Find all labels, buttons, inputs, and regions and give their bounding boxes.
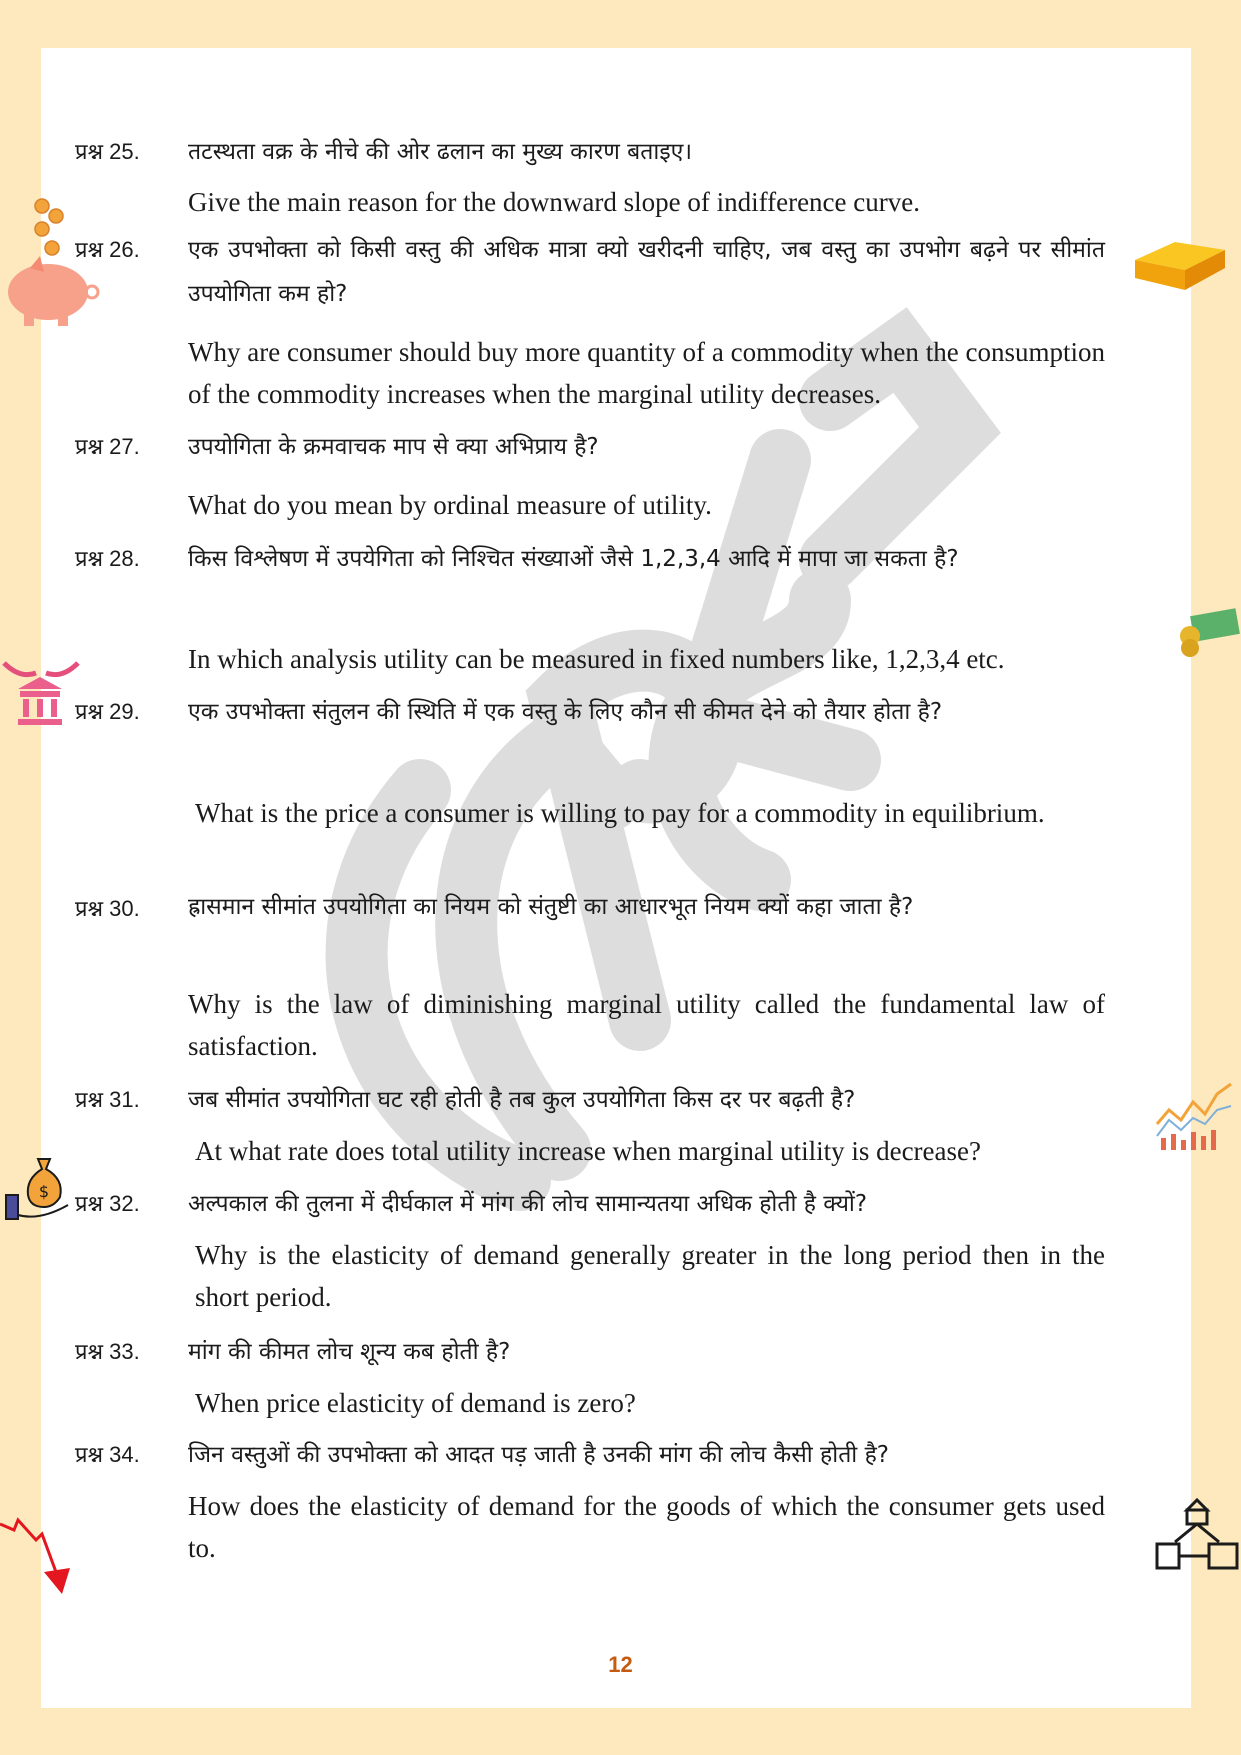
question-english: When price elasticity of demand is zero? [195,1388,636,1418]
question-number: प्रश्न 31. [75,1087,140,1112]
question-number: प्रश्न 25. [75,139,140,164]
question-hindi: किस विश्लेषण में उपयेगिता को निश्चित संख्याओं जैसे 1,2,3,4 आदि में मापा जा सकता है? [188,546,959,572]
money-bag-hand-icon [4,1155,74,1223]
question-number: प्रश्न 30. [75,896,140,921]
gold-bars-icon [1135,232,1241,292]
question-hindi: अल्पकाल की तुलना में दीर्घकाल में मांग की लोच सामान्यतया अधिक होती है क्यों? [188,1191,868,1217]
question-number: प्रश्न 26. [75,237,140,262]
question-number: प्रश्न 32. [75,1191,140,1216]
question-hindi: एक उपभोक्ता को किसी वस्तु की अधिक मात्रा क्यो खरीदनी चाहिए, जब वस्तु का उपभोग बढ़ने पर सीमांत उपयोगिता कम हो? [188,237,1105,307]
growth-chart-icon [1155,1080,1233,1152]
question-english: What do you mean by ordinal measure of utility. [188,490,712,520]
question-english: At what rate does total utility increase when marginal utility is decrease? [195,1136,981,1166]
page-number: 12 [608,1652,633,1677]
falling-arrow-icon [0,1510,76,1596]
watermark-text: CGBSE [0,0,4,1]
question-hindi: जिन वस्तुओं की उपभोक्ता को आदत पड़ जाती है उनकी मांग की लोच कैसी होती है? [188,1442,889,1468]
question-english: In which analysis utility can be measured in fixed numbers like, 1,2,3,4 etc. [188,644,1005,674]
question-hindi: ह्रासमान सीमांत उपयोगिता का नियम को संतुष्टी का आधारभूत नियम क्यों कहा जाता है? [188,894,914,920]
question-hindi: तटस्थता वक्र के नीचे की ओर ढलान का मुख्य कारण बताइए। [188,139,693,165]
question-hindi: एक उपभोक्ता संतुलन की स्थिति में एक वस्तु के लिए कौन सी कीमत देने को तैयार होता है? [188,699,943,725]
question-hindi: उपयोगिता के क्रमवाचक माप से क्या अभिप्राय है? [188,434,599,460]
question-english: Why is the law of diminishing marginal utility called the fundamental law of satisfaction. [188,989,1105,1061]
question-hindi: जब सीमांत उपयोगिता घट रही होती है तब कुल उपयोगिता किस दर पर बढ़ती है? [188,1087,856,1113]
cash-stack-icon [1178,604,1241,658]
question-hindi: मांग की कीमत लोच शून्य कब होती है? [188,1339,511,1365]
question-english: Why are consumer should buy more quantity of a commodity when the consumption of the commodity increases when the marginal utility decreases. [188,337,1105,409]
question-english: Give the main reason for the downward slope of indifference curve. [188,187,920,217]
question-number: प्रश्न 28. [75,546,140,571]
question-english: Why is the elasticity of demand generally greater in the long period then in the short period. [195,1240,1105,1312]
market-network-icon [1155,1496,1241,1572]
question-number: प्रश्न 29. [75,699,140,724]
svg-text:$: $ [38,1182,50,1201]
question-number: प्रश्न 27. [75,434,140,459]
question-number: प्रश्न 34. [75,1442,140,1467]
question-english: How does the elasticity of demand for the goods of which the consumer gets used to. [188,1491,1105,1563]
bank-gift-icon [0,655,82,727]
question-english: What is the price a consumer is willing to pay for a commodity in equilibrium. [195,798,1045,828]
question-number: प्रश्न 33. [75,1339,140,1364]
